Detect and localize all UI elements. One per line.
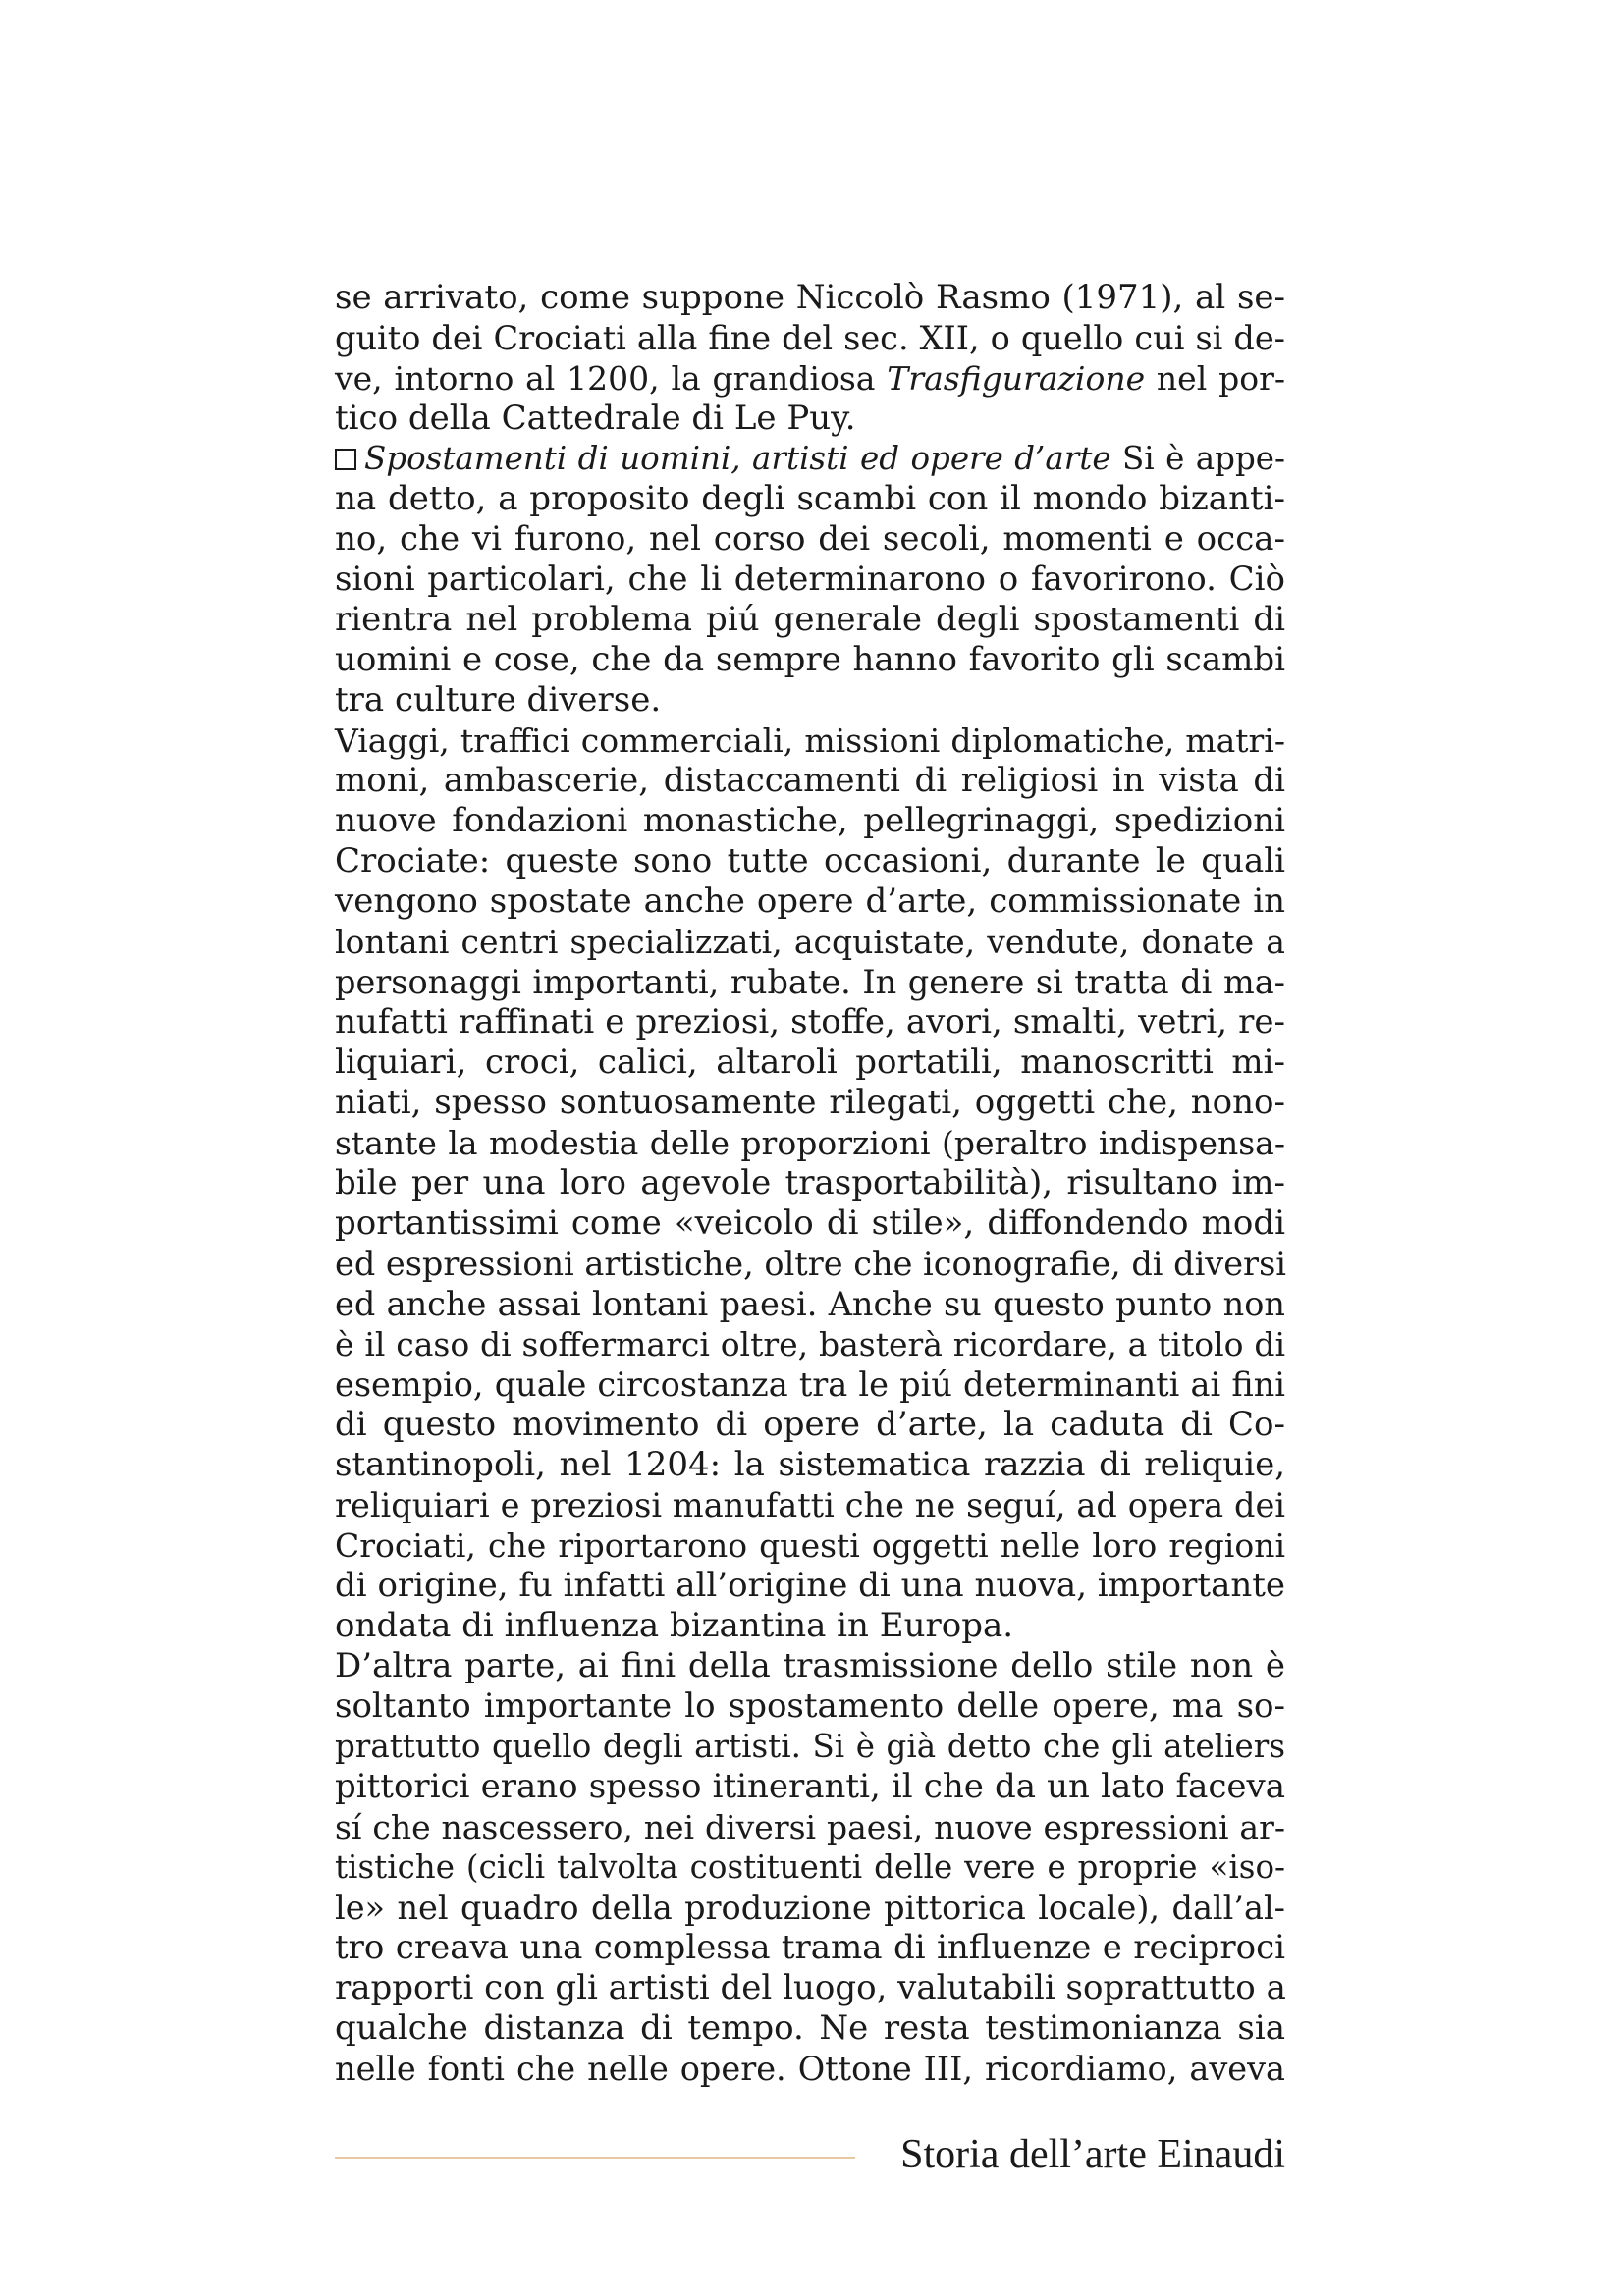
text-line: pittorici erano spesso itineranti, il che da un lato faceva (335, 1767, 1285, 1806)
text-line: liquiari, croci, calici, altaroli portatili, manoscritti mi- (335, 1042, 1285, 1082)
text-line: tico della Cattedrale di Le Puy. (335, 399, 856, 438)
text-line: di questo movimento di opere d’arte, la caduta di Co- (335, 1405, 1285, 1444)
text-line: nelle fonti che nelle opere. Ottone III, ricordiamo, aveva (335, 2050, 1285, 2088)
text-segment: Si è appe- (1110, 440, 1285, 477)
text-line: lontani centri specializzati, acquistate, vendute, donate a (335, 923, 1285, 961)
text-line: stantinopoli, nel 1204: la sistematica razzia di reliquie, (335, 1445, 1285, 1484)
text-line: niati, spesso sontuosamente rilegati, oggetti che, nono- (335, 1083, 1285, 1122)
footer-rule (335, 2157, 855, 2159)
text-line: ed anche assai lontani paesi. Anche su questo punto non (335, 1285, 1285, 1323)
text-line: stante la modestia delle proporzioni (peraltro indispensa- (335, 1124, 1285, 1162)
text-segment: ve, intorno al 1200, la grandiosa (335, 359, 888, 398)
text-line: reliquiari e preziosi manufatti che ne seguí, ad opera dei (335, 1486, 1285, 1524)
italic-text: Trasfigurazione (887, 359, 1146, 398)
text-line: nufatti raffinati e preziosi, stoffe, avori, smalti, vetri, re- (335, 1002, 1285, 1041)
text-line: tro creava una complessa trama di influenze e reciproci (335, 1928, 1285, 1967)
text-line: moni, ambascerie, distaccamenti di religiosi in vista di (335, 761, 1285, 800)
text-line: prattutto quello degli artisti. Si è già detto che gli ateliers (335, 1728, 1285, 1765)
text-line: di origine, fu infatti all’origine di una nuova, importante (335, 1566, 1286, 1605)
text-line: ondata di influenza bizantina in Europa. (335, 1606, 1014, 1645)
text-line: le» nel quadro della produzione pittorica locale), dall’al- (335, 1889, 1285, 1927)
text-line: bile per una loro agevole trasportabilità), risultano im- (335, 1163, 1285, 1202)
text-line: no, che vi furono, nel corso dei secoli, momenti e occa- (335, 519, 1285, 559)
text-line: D’altra parte, ai fini della trasmissione dello stile non è (335, 1646, 1285, 1685)
text-line: se arrivato, come suppone Niccolò Rasmo (1971), al se- (335, 278, 1285, 317)
text-line: rientra nel problema piú generale degli spostamenti di (335, 600, 1285, 639)
text-line: vengono spostate anche opere d’arte, commissionate in (335, 881, 1285, 921)
text-line: personaggi importanti, rubate. In genere si tratta di ma- (335, 963, 1285, 1001)
text-line: rapporti con gli artisti del luogo, valutabili soprattutto a (335, 1968, 1286, 2007)
text-line: guito dei Crociati alla fine del sec. XII, o quello cui si de- (335, 319, 1285, 357)
text-line: soltanto importante lo spostamento delle opere, ma so- (335, 1686, 1285, 1726)
section-marker-icon (335, 449, 356, 470)
italic-text: Spostamenti di uomini, artisti ed opere d’arte (364, 440, 1111, 477)
text-line: tra culture diverse. (335, 680, 662, 720)
text-line: sioni particolari, che li determinarono o favorirono. Ciò (335, 560, 1285, 599)
footer (335, 2130, 1285, 2179)
text-line (335, 439, 1285, 479)
body-text (335, 278, 1285, 2089)
text-line: na detto, a proposito degli scambi con il mondo bizanti- (335, 479, 1285, 518)
text-line (335, 358, 1285, 399)
text-line: Crociate: queste sono tutte occasioni, durante le quali (335, 841, 1285, 881)
text-line: nuove fondazioni monastiche, pellegrinaggi, spedizioni (335, 801, 1285, 840)
text-line: qualche distanza di tempo. Ne resta testimonianza sia (335, 2008, 1285, 2048)
text-line: tistiche (cicli talvolta costituenti delle vere e proprie «iso- (335, 1848, 1285, 1886)
text-line: Crociati, che riportarono questi oggetti nelle loro regioni (335, 1526, 1285, 1565)
text-line: ed espressioni artistiche, oltre che iconografie, di diversi (335, 1245, 1286, 1283)
footer-title: Storia dell’arte Einaudi (900, 2132, 1285, 2177)
text-line: Viaggi, traffici commerciali, missioni diplomatiche, matri- (335, 721, 1285, 760)
text-line: sí che nascessero, nei diversi paesi, nuove espressioni ar- (335, 1808, 1285, 1846)
text-line: uomini e cose, che da sempre hanno favorito gli scambi (335, 640, 1285, 679)
text-line: esempio, quale circostanza tra le piú determinanti ai fini (335, 1365, 1285, 1404)
text-segment: nel por- (1145, 359, 1285, 398)
text-line: è il caso di soffermarci oltre, basterà ricordare, a titolo di (335, 1325, 1285, 1363)
text-line: portantissimi come «veicolo di stile», diffondendo modi (335, 1203, 1285, 1243)
